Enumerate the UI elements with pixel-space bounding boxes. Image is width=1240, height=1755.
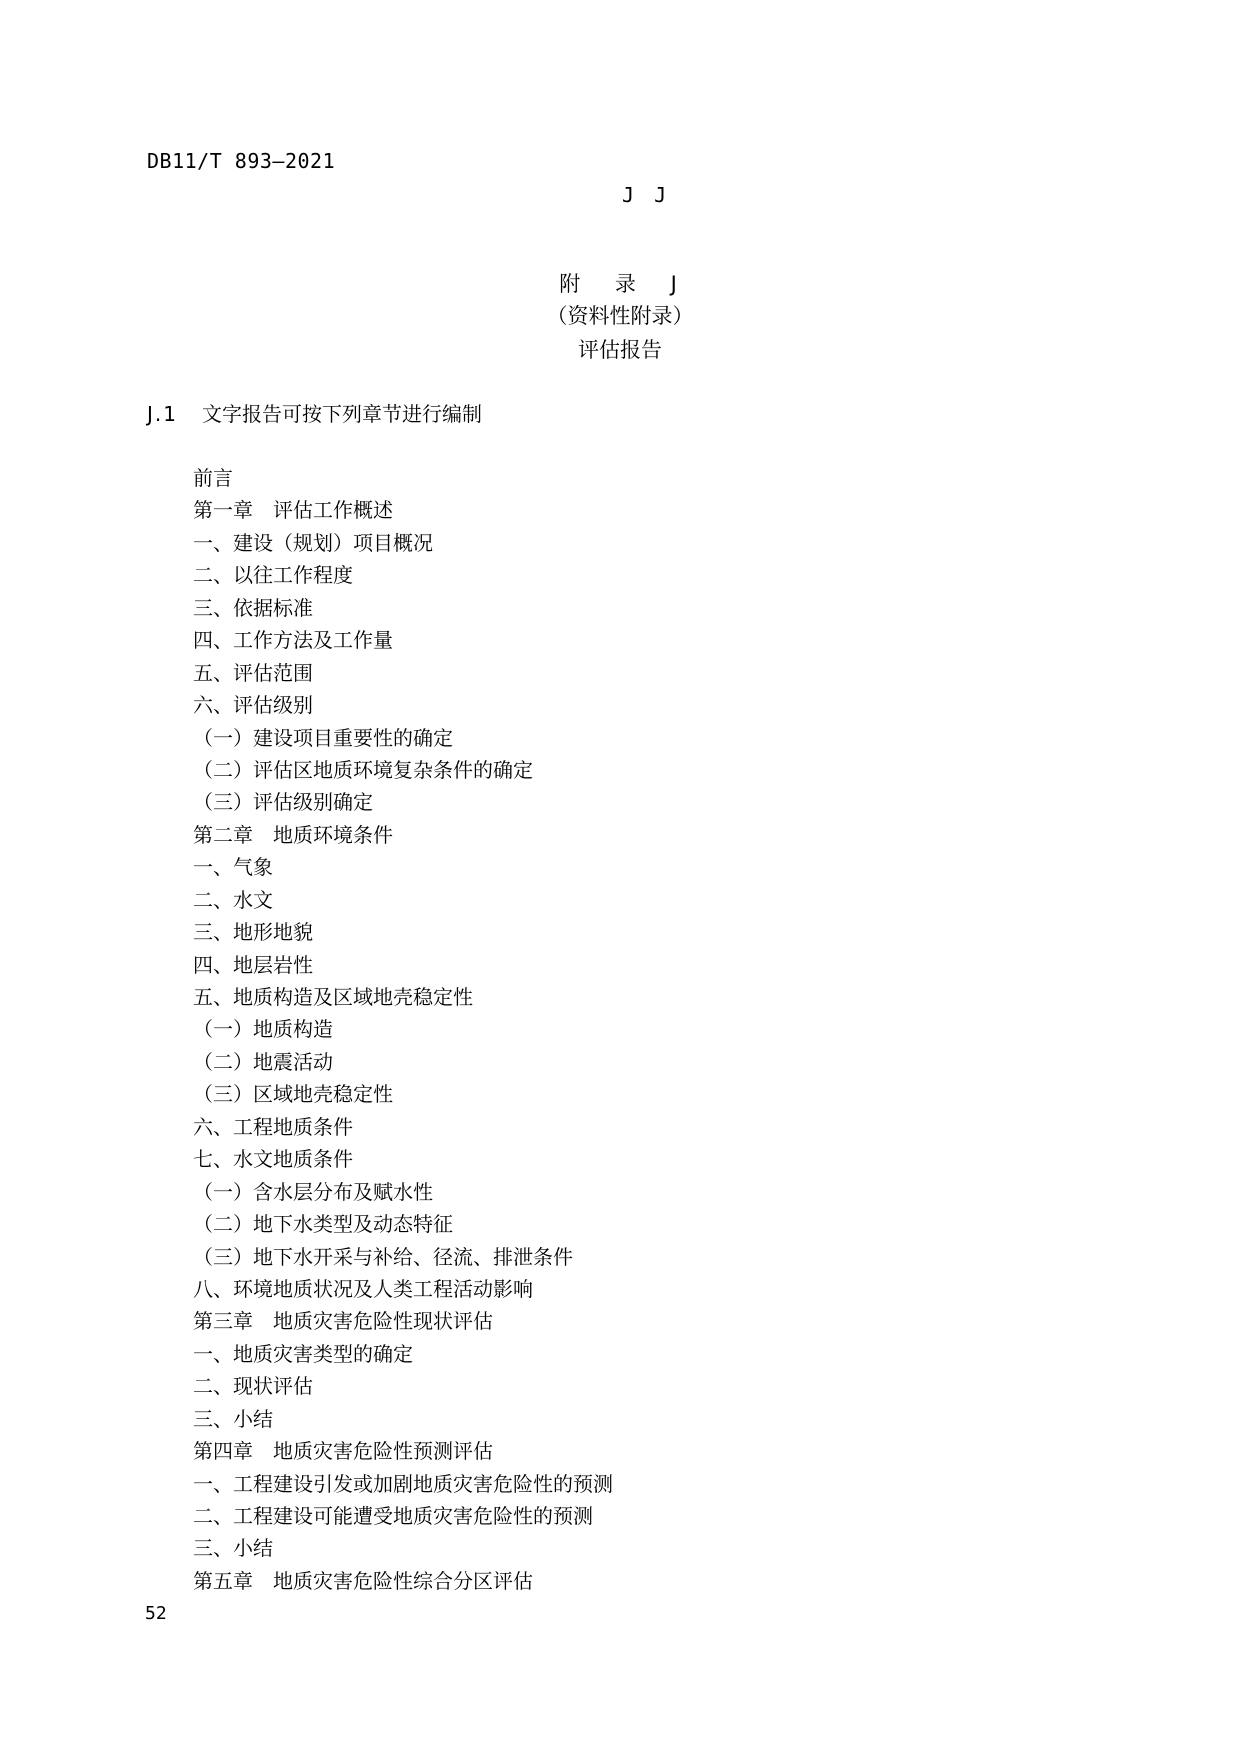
outline-item: （一）建设项目重要性的确定 xyxy=(193,725,453,750)
clause-number: J.1 xyxy=(147,402,178,426)
outline-item: 六、评估级别 xyxy=(193,693,313,718)
outline-item: （三）区域地壳稳定性 xyxy=(193,1082,393,1107)
outline-item: 四、工作方法及工作量 xyxy=(193,628,393,653)
section-marker: J J xyxy=(622,183,671,207)
page-number: 52 xyxy=(145,1603,167,1624)
outline-item: 第一章 评估工作概述 xyxy=(193,498,393,523)
outline-item: 三、依据标准 xyxy=(193,595,313,620)
outline-item: 五、地质构造及区域地壳稳定性 xyxy=(193,985,473,1009)
outline-item: 第三章 地质灾害危险性现状评估 xyxy=(193,1309,493,1334)
outline-item: 二、现状评估 xyxy=(193,1374,313,1399)
appendix-heading: 评估报告 xyxy=(578,338,662,362)
report-outline xyxy=(193,462,613,1597)
outline-item: （二）评估区地质环境复杂条件的确定 xyxy=(193,757,533,782)
outline-item: 一、建设（规划）项目概况 xyxy=(193,530,433,555)
outline-item: 八、环境地质状况及人类工程活动影响 xyxy=(193,1276,533,1301)
outline-item: 四、地层岩性 xyxy=(193,952,313,977)
outline-item: （二）地震活动 xyxy=(193,1049,333,1074)
outline-item: 一、工程建设引发或加剧地质灾害危险性的预测 xyxy=(193,1471,613,1496)
outline-item: 前言 xyxy=(193,466,233,490)
outline-item: 第四章 地质灾害危险性预测评估 xyxy=(193,1439,493,1464)
outline-item: （三）评估级别确定 xyxy=(193,790,373,815)
appendix-title: 附 录 J xyxy=(559,272,691,296)
outline-item: 三、小结 xyxy=(193,1536,273,1561)
outline-item: （一）含水层分布及赋水性 xyxy=(193,1179,433,1204)
outline-item: 第二章 地质环境条件 xyxy=(193,822,393,847)
appendix-subtitle: （资料性附录） xyxy=(546,304,694,328)
outline-item: 第五章 地质灾害危险性综合分区评估 xyxy=(193,1568,533,1593)
outline-item: 五、评估范围 xyxy=(193,660,313,685)
outline-item: 三、地形地貌 xyxy=(193,920,313,945)
outline-item: （三）地下水开采与补给、径流、排泄条件 xyxy=(193,1244,573,1269)
clause-j1 xyxy=(147,397,482,431)
outline-item: 二、以往工作程度 xyxy=(193,563,353,588)
outline-item: 六、工程地质条件 xyxy=(193,1114,353,1139)
outline-item: 三、小结 xyxy=(193,1406,273,1431)
outline-item: 七、水文地质条件 xyxy=(193,1147,353,1172)
outline-item: 一、气象 xyxy=(193,855,273,880)
clause-text: 文字报告可按下列章节进行编制 xyxy=(202,402,482,426)
outline-item: 二、水文 xyxy=(193,887,273,912)
outline-item: （一）地质构造 xyxy=(193,1017,333,1042)
outline-item: 一、地质灾害类型的确定 xyxy=(193,1341,413,1366)
outline-item: 二、工程建设可能遭受地质灾害危险性的预测 xyxy=(193,1504,593,1528)
standard-code: DB11/T 893—2021 xyxy=(147,149,336,173)
outline-item: （二）地下水类型及动态特征 xyxy=(193,1212,453,1237)
